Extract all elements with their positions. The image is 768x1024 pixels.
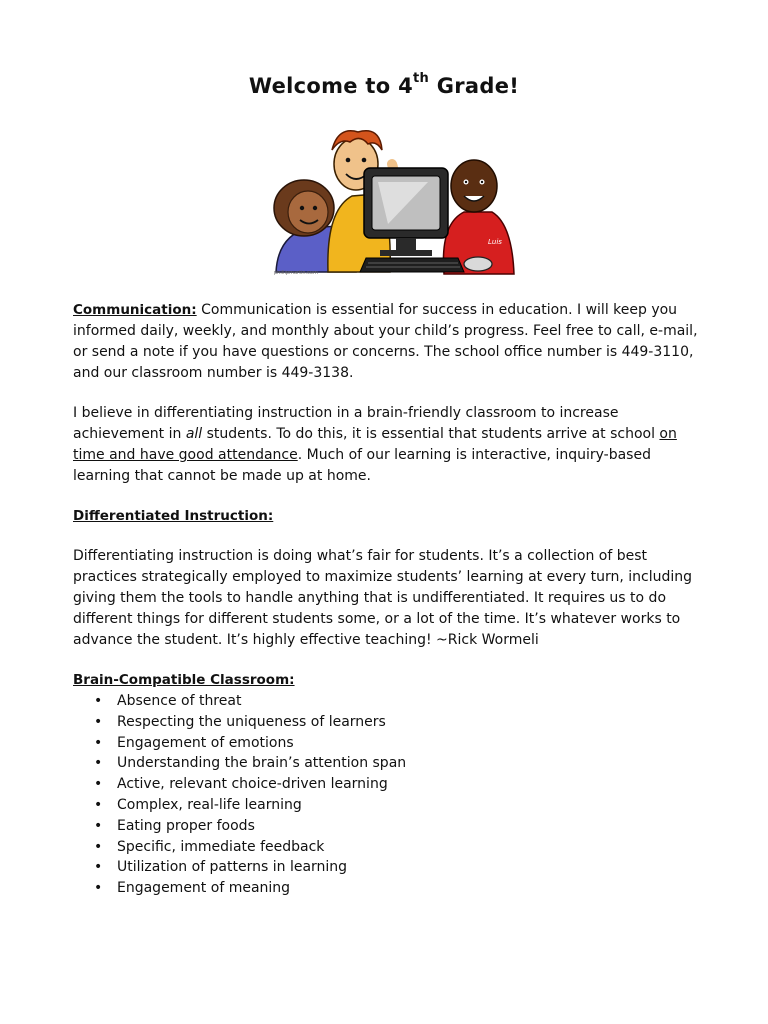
clipart-watermark: phillipmartin.com: [274, 270, 318, 276]
list-item-text: Specific, immediate feedback: [117, 838, 325, 855]
belief-italic-word: all: [185, 426, 203, 442]
communication-label: Communication:: [73, 302, 197, 318]
list-item-text: Eating proper foods: [117, 817, 255, 834]
bullet-icon: •: [94, 859, 103, 876]
belief-text-2: students. To do this, it is essential that students arrive at school: [202, 426, 660, 442]
list-item: [73, 712, 703, 733]
bullet-icon: •: [94, 776, 103, 793]
bullet-icon: •: [94, 693, 103, 709]
bullet-icon: •: [94, 796, 103, 813]
attendance-underlined-text: on time and have good attendance: [73, 426, 677, 463]
list-item: [73, 857, 703, 878]
bullet-icon: •: [94, 734, 103, 751]
list-item: [73, 753, 703, 774]
list-item: [73, 733, 703, 754]
kids-computer-clipart: [268, 124, 516, 276]
list-item: [73, 774, 703, 795]
list-item-text: Active, relevant choice-driven learning: [117, 776, 388, 793]
title-text: Welcome to 4: [248, 74, 414, 98]
differentiated-heading-block: [73, 506, 703, 527]
differentiated-heading: Differentiated Instruction:: [73, 508, 274, 524]
bullet-icon: •: [94, 755, 103, 772]
belief-paragraph: [73, 403, 703, 487]
list-item: [73, 795, 703, 816]
differentiated-paragraph: Differentiating instruction is doing what’s fair for students. It’s a collection of best practices strategically employed to maximize students’ learning at every turn, including giving them the tools to handle anything that is undifferentiated. It requires us to do different things for different students some, or a lot of the time. It’s whatever works to advance the student. It’s highly effective teaching! ~Rick Wormeli: [73, 548, 693, 648]
bullet-icon: •: [94, 838, 103, 855]
list-item-text: Absence of threat: [117, 693, 242, 709]
boy-right-figure: [443, 160, 514, 274]
bullet-icon: •: [94, 817, 103, 834]
belief-text-1: I believe in differentiating instruction in a brain-friendly classroom to increase achievement in: [73, 405, 619, 442]
list-item-text: Respecting the uniqueness of learners: [117, 713, 386, 730]
title-text-end: Grade!: [429, 74, 520, 98]
brain-heading: Brain-Compatible Classroom:: [73, 672, 295, 688]
title-superscript: th: [413, 71, 430, 86]
list-item-text: Engagement of emotions: [117, 734, 294, 751]
document-body: [73, 300, 703, 899]
list-item: [73, 816, 703, 837]
brain-list: [73, 691, 703, 899]
list-item-text: Complex, real-life learning: [117, 796, 302, 813]
list-item-text: Engagement of meaning: [117, 880, 291, 897]
list-item: [73, 691, 703, 712]
list-item-text: Understanding the brain’s attention span: [117, 755, 407, 772]
belief-text-3: . Much of our learning is interactive, inquiry-based learning that cannot be made up at home.: [73, 447, 651, 484]
keyboard: [360, 258, 464, 272]
communication-text: Communication is essential for success in education. I will keep you informed daily, weekly, and monthly about your child’s progress. Feel free to call, e-mail, or send a note if you have questions or concerns. The school office number is 449-3110, and our classroom number is 449-3138.: [73, 302, 698, 381]
sweater-label: Luis: [488, 238, 502, 246]
list-item: [73, 837, 703, 858]
list-item: [73, 878, 703, 899]
list-item-text: Utilization of patterns in learning: [117, 859, 348, 876]
bullet-icon: •: [94, 713, 103, 730]
brain-heading-block: [73, 670, 703, 691]
page-title: [0, 71, 768, 98]
bullet-icon: •: [94, 880, 103, 897]
communication-paragraph: [73, 300, 703, 384]
